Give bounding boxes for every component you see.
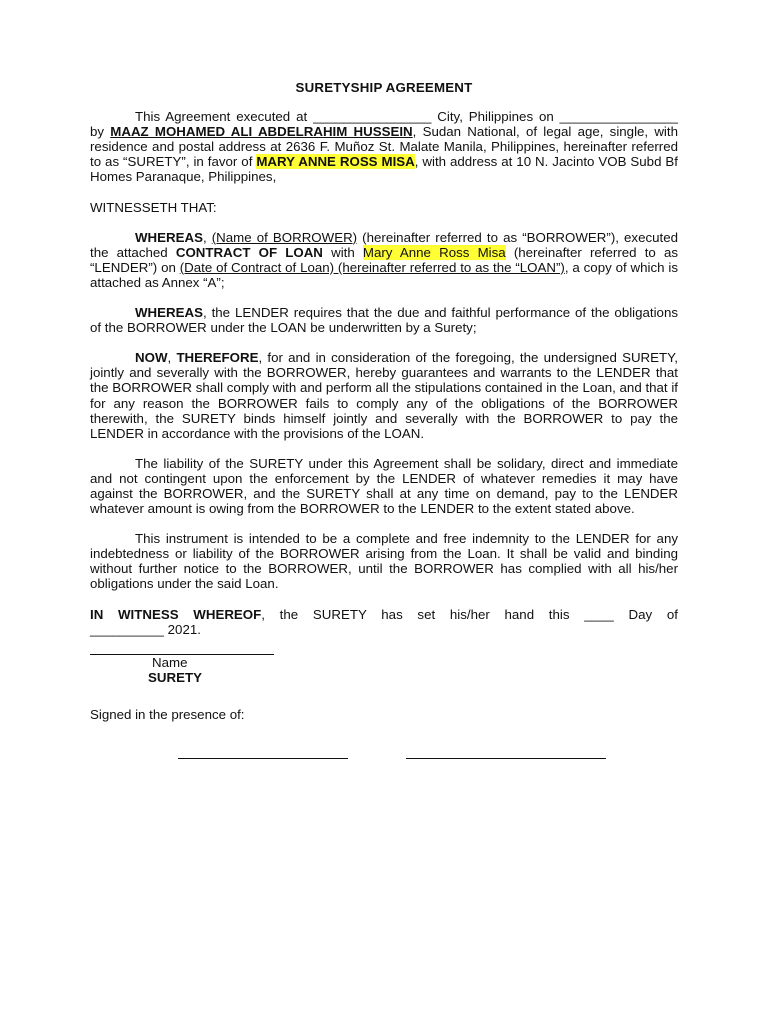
liability-paragraph: The liability of the SURETY under this Agreement shall be solidary, direct and immediate and not contingent upon the enforcement by the LENDER of whatever remedies it may have against the BORROWER, and the SURETY shall at any time on demand, pay to the LENDER whatever amount is owing from the BORROWER to the LENDER to the extent stated above. bbox=[90, 455, 678, 517]
whereas-paragraph-2 bbox=[90, 305, 678, 335]
borrower-placeholder: (Name of BORROWER) bbox=[211, 229, 358, 245]
indemnity-paragraph: This instrument is intended to be a complete and free indemnity to the LENDER for any indebtedness or liability of the BORROWER arising from the Loan. It shall be valid and binding without further notice to the BORROWER, until the BORROWER has complied with all his/her obligations under the said Loan. bbox=[90, 531, 678, 592]
contract-of-loan: CONTRACT OF LOAN bbox=[175, 244, 323, 260]
loan-date-placeholder: (Date of Contract of Loan) (hereinafter referred to as the “LOAN”) bbox=[179, 259, 565, 275]
intro-paragraph bbox=[90, 109, 678, 184]
now-text-2: , for and in consideration of the foregoing, the undersigned SURETY, jointly and severally with the BORROWER, hereby guarantees and warrants to the LENDER that the BORROWER shall comply with and perform all the stipulations contained in the Loan, and that if for any reason the BORROWER fails to comply any of the obligations of the BORROWER therewith, the SURETY binds himself jointly and severally with the BORROWER to pay the LENDER in accordance with the provisions of the LOAN. bbox=[90, 350, 678, 441]
signed-in-presence-label: Signed in the presence of: bbox=[90, 706, 245, 722]
whereas-text-5: , a copy of which is attached as Annex “A”; bbox=[90, 259, 678, 290]
intro-text-1: This Agreement executed at bbox=[135, 109, 314, 125]
whereas-text-4: (hereinafter referred to as “LENDER”) on bbox=[90, 244, 679, 275]
lender-highlight: Mary Anne Ross Misa bbox=[362, 244, 506, 260]
whereas-paragraph-1 bbox=[90, 230, 678, 290]
lender-name-highlight: MARY ANNE ROSS MISA bbox=[256, 154, 415, 170]
signature-role-label: SURETY bbox=[148, 669, 202, 685]
whereas-text-3: with bbox=[322, 244, 363, 260]
whereas-text-1: , bbox=[202, 229, 212, 245]
witness-line-2 bbox=[406, 758, 606, 759]
intro-text-3: by bbox=[90, 124, 111, 140]
signature-name-label: Name bbox=[152, 654, 188, 670]
whereas-keyword: WHEREAS bbox=[135, 229, 203, 245]
now-therefore-paragraph bbox=[90, 350, 678, 441]
witness-signature-lines bbox=[90, 742, 678, 772]
witness-line-1 bbox=[178, 758, 348, 759]
now-keyword: NOW bbox=[135, 350, 168, 366]
now-text-1: , bbox=[167, 350, 177, 366]
surety-signature-block bbox=[90, 654, 276, 685]
in-witness-keyword: IN WITNESS WHEREOF bbox=[90, 606, 262, 622]
document-page bbox=[90, 80, 678, 772]
date-blank: ________________ bbox=[559, 109, 678, 125]
whereas-text-2: (hereinafter referred to as “BORROWER”), executed the attached bbox=[90, 229, 678, 260]
in-witness-line-1 bbox=[90, 607, 678, 622]
intro-text-5: , with address at 10 N. Jacinto VOB Subd Bf Homes Paranaque, Philippines, bbox=[90, 154, 678, 185]
document-title: SURETYSHIP AGREEMENT bbox=[295, 80, 473, 95]
in-witness-line-2 bbox=[90, 622, 678, 637]
intro-text-4: , Sudan National, of legal age, single, with residence and postal address at 2636 F. Muñoz St. Malate Manila, Philippines, hereinafter referred to as “SURETY”, in favor of bbox=[90, 124, 678, 170]
whereas-keyword-2: WHEREAS bbox=[135, 305, 203, 321]
in-witness-text-3: 2021. bbox=[163, 621, 201, 637]
in-witness-text-2: Day of bbox=[613, 606, 678, 622]
surety-name: MAAZ MOHAMED ALI ABDELRAHIM HUSSEIN bbox=[110, 124, 413, 140]
month-blank: __________ bbox=[90, 621, 164, 637]
whereas-2-text: , the LENDER requires that the due and faithful performance of the obligations of the BORROWER under the LOAN be underwritten by a Surety; bbox=[90, 305, 678, 336]
witnesseth-heading: WITNESSETH THAT: bbox=[90, 199, 217, 215]
city-blank: ________________ bbox=[313, 109, 432, 125]
in-witness-paragraph bbox=[90, 607, 678, 637]
in-witness-text-1: , the SURETY has set his/her hand this bbox=[261, 606, 585, 622]
day-blank: ____ bbox=[584, 606, 614, 622]
therefore-keyword: THEREFORE bbox=[176, 350, 259, 366]
intro-text-2: City, Philippines on bbox=[431, 109, 560, 125]
